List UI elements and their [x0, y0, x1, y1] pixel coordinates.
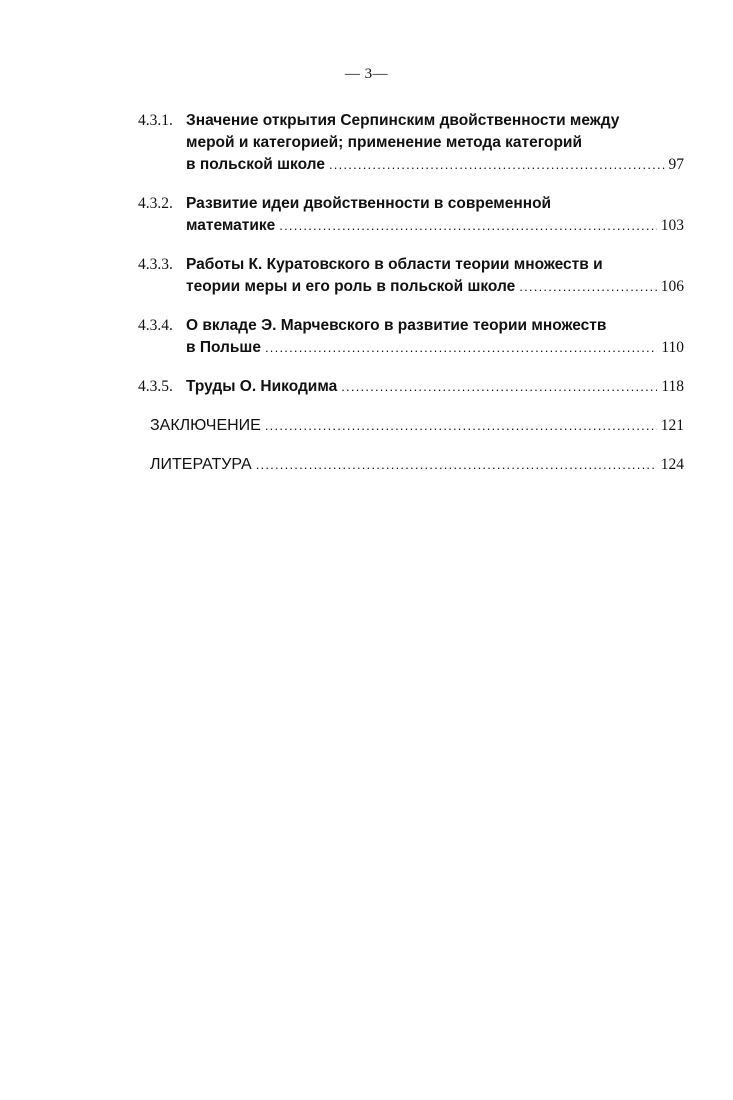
toc-entry-4-3-3: [138, 254, 684, 298]
section-title-line: Развитие идеи двойственности в современной: [186, 195, 552, 212]
section-title-line: Значение открытия Серпинским двойственности между: [186, 112, 620, 129]
dot-leader: [256, 454, 657, 476]
toc-entry-4-3-5: [138, 376, 684, 398]
toc-entry-literature: [150, 454, 684, 476]
section-title-line: в польской школе: [186, 156, 325, 173]
section-number: 4.3.3.: [138, 256, 173, 273]
section-number: 4.3.4.: [138, 317, 173, 334]
toc-entry-4-3-1: [138, 110, 684, 176]
section-title-line: О вкладе Э. Марчевского в развитие теории множеств: [186, 317, 607, 334]
dot-leader: [279, 215, 656, 237]
dot-leader: [265, 337, 657, 359]
dot-leader: [265, 415, 657, 437]
page-ref: 103: [660, 217, 684, 234]
page-ref: 110: [661, 339, 684, 356]
section-title-line: Труды О. Никодима: [186, 378, 338, 395]
dot-leader: [519, 276, 656, 298]
section-title-line: математике: [186, 217, 276, 234]
toc-entry-4-3-2: [138, 193, 684, 237]
page-ref: 106: [660, 278, 684, 295]
section-title-line: теории меры и его роль в польской школе: [186, 278, 516, 295]
closing-title: ЗАКЛЮЧЕНИЕ: [150, 417, 261, 434]
closing-title: ЛИТЕРАТУРА: [150, 456, 252, 473]
page-number: — 3—: [344, 66, 389, 82]
page-ref: 124: [660, 456, 684, 473]
table-of-contents: [138, 110, 684, 493]
dot-leader: [341, 376, 657, 398]
dot-leader: [329, 154, 665, 176]
section-title-line: в Польше: [186, 339, 261, 356]
section-number: 4.3.1.: [138, 112, 173, 129]
toc-entry-4-3-4: [138, 315, 684, 359]
page-ref: 118: [661, 378, 684, 395]
section-title-line: мерой и категорией; применение метода категорий: [186, 134, 582, 151]
toc-entry-conclusion: [150, 415, 684, 437]
page-ref: 97: [668, 156, 684, 173]
page-ref: 121: [660, 417, 684, 434]
section-title-line: Работы К. Куратовского в области теории множеств и: [186, 256, 603, 273]
section-number: 4.3.2.: [138, 195, 173, 212]
section-number: 4.3.5.: [138, 378, 173, 395]
